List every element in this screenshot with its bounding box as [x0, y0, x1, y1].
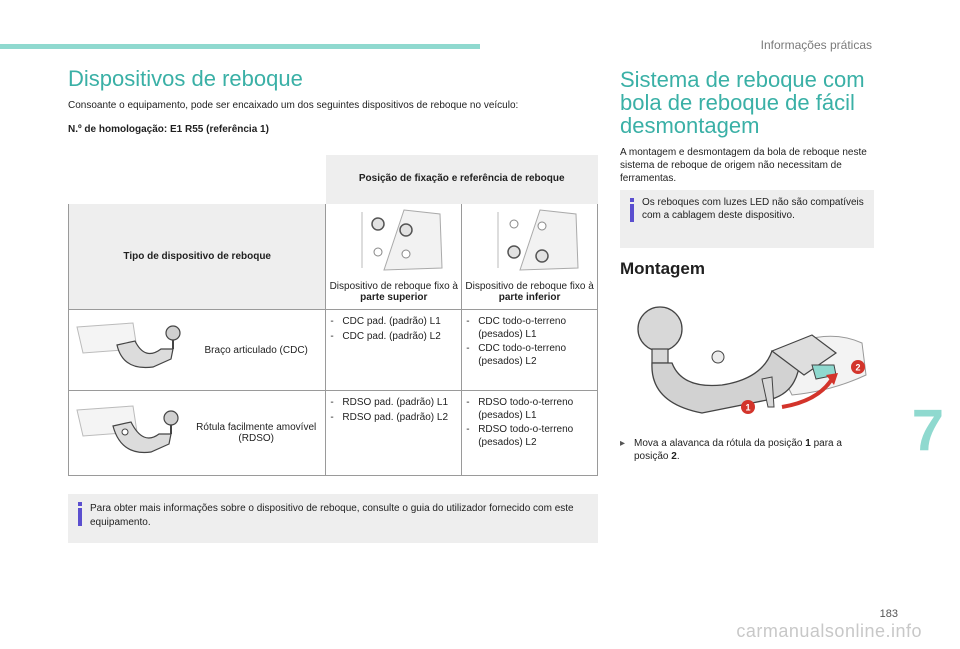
device-upper-text: Dispositivo de reboque fixo à — [329, 281, 458, 292]
step-pos-1: 1 — [805, 438, 811, 449]
option-text: RDSO pad. (padrão) L2 — [342, 411, 449, 423]
option-text: CDC todo-o-terreno (pesados) L2 — [478, 343, 566, 367]
instruction-step — [620, 437, 870, 463]
info-note-text: Os reboques com luzes LED não são compatíveis com a cablagem deste dispositivo. — [642, 197, 864, 221]
option-text: RDSO todo-o-terreno (pesados) L1 — [478, 397, 574, 421]
device-lower-header — [462, 204, 598, 310]
removable-towball-icon — [73, 402, 191, 464]
marker-2-label: 2 — [855, 362, 861, 373]
articulated-arm-icon — [73, 319, 191, 381]
intro-text: Consoante o equipamento, pode ser encaixado um dos seguintes dispositivos de reboque no veículo: — [68, 100, 519, 111]
step-text-end: . — [676, 451, 680, 462]
device-upper-header — [326, 204, 462, 310]
device-upper-bold: parte superior — [360, 292, 428, 303]
step-text-mid: para a posição — [634, 438, 842, 462]
page-number: 183 — [879, 608, 898, 620]
bolt-plate-lower-icon — [480, 208, 580, 272]
bolt-plate-upper-icon — [344, 208, 444, 272]
tow-devices-table — [68, 155, 598, 476]
table-row: Rótula facilmente amovível (RDSO) - RDSO pad. (padrão) L1 - RDSO pad. (padrão) L2 - RDSO todo-o-terreno (pesados) L1 - RDSO todo-o-terreno (pesados) L2 — [69, 391, 598, 476]
step-pos-2: 2 — [671, 451, 677, 462]
info-icon — [628, 198, 635, 222]
page-title: Dispositivos de reboque — [68, 66, 303, 91]
watermark: carmanualsonline.info — [736, 621, 922, 641]
option-text: RDSO pad. (padrão) L1 — [342, 397, 449, 408]
device-lower-bold: parte inferior — [498, 292, 561, 303]
row-type-label: Rótula facilmente amovível (RDSO) — [196, 422, 317, 444]
device-lower-text: Dispositivo de reboque fixo à — [465, 281, 594, 292]
towball-illustration — [622, 295, 872, 420]
option-text: RDSO todo-o-terreno (pesados) L2 — [478, 424, 574, 448]
homologation-number: N.º de homologação: E1 R55 (referência 1) — [68, 124, 269, 135]
info-note-text: Para obter mais informações sobre o dispositivo de reboque, consulte o guia do utilizador fornecido com este equipamento. — [90, 503, 574, 528]
chapter-number: 7 — [911, 398, 944, 463]
section-title-right: Sistema de reboque com bola de reboque de fácil desmontagem — [620, 67, 865, 139]
option-text: CDC pad. (padrão) L2 — [342, 330, 441, 342]
info-note-right — [620, 190, 874, 248]
subtitle-montagem: Montagem — [620, 259, 705, 278]
header-accent-bar — [0, 44, 480, 49]
option-text: CDC todo-o-terreno (pesados) L1 — [478, 316, 566, 340]
row-type-label: Braço articulado (CDC) — [204, 344, 308, 356]
header-position: Posição de fixação e referência de reboque — [326, 155, 598, 204]
table-row: Braço articulado (CDC) - CDC pad. (padrão) L1 - CDC pad. (padrão) L2 - CDC todo-o-terreno (pesados) L1 - CDC todo-o-terreno (pesados) L2 — [69, 310, 598, 391]
info-note-left — [68, 494, 598, 543]
step-text-start: Mova a alavanca da rótula da posição — [634, 438, 806, 449]
header-type: Tipo de dispositivo de reboque — [69, 204, 326, 310]
option-text: CDC pad. (padrão) L1 — [342, 316, 441, 327]
marker-1-label: 1 — [745, 402, 751, 413]
right-paragraph: A montagem e desmontagem da bola de reboque neste sistema de reboque de origem não necessitam de ferramentas. — [620, 147, 867, 184]
step-arrow-icon: ▸ — [620, 438, 626, 449]
section-label: Informações práticas — [760, 38, 872, 52]
info-icon — [76, 502, 83, 526]
